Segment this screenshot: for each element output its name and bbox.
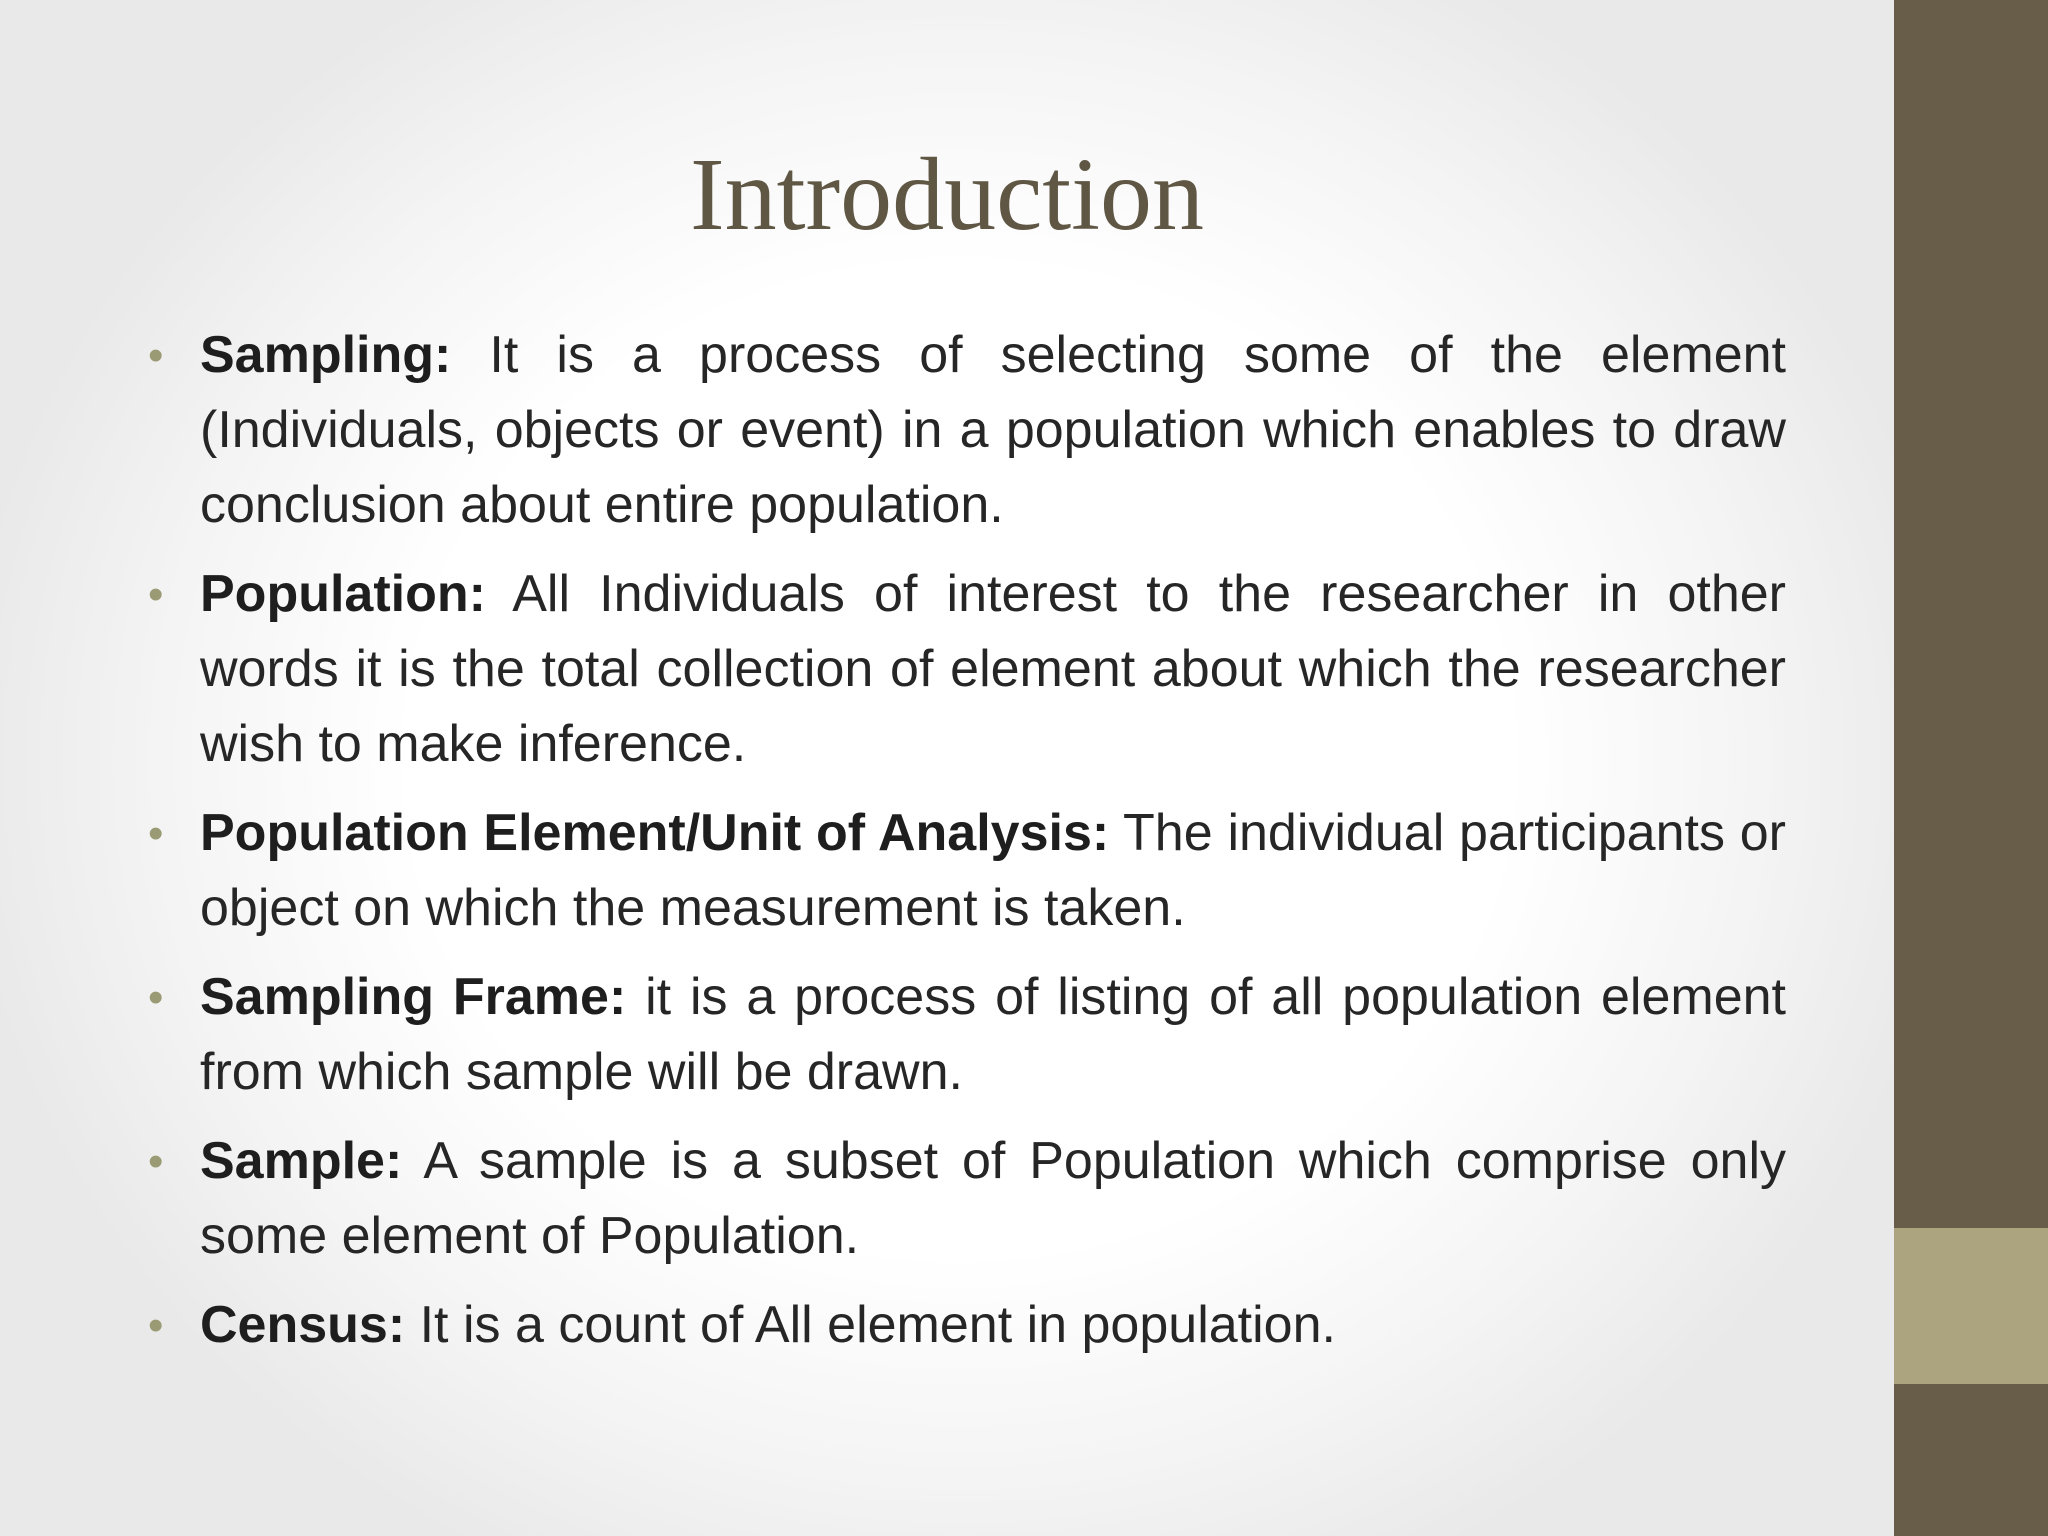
bullet-term: Sample: (200, 1132, 403, 1190)
bullet-dot-icon: • (148, 570, 164, 619)
bullet-dot-icon: • (148, 1137, 164, 1186)
bullet-text: The individual participants or object on which the measurement is taken. (200, 804, 1786, 937)
bullet-dot-icon: • (148, 331, 164, 380)
bullet-term: Sampling Frame: (200, 968, 627, 1026)
bullet-item-sampling-frame (148, 960, 1787, 1110)
bullet-list (148, 318, 1787, 1377)
bullet-text: A sample is a subset of Population which comprise only some element of Population. (200, 1132, 1786, 1265)
bullet-text: All Individuals of interest to the researcher in other words it is the total collection of element about which the researcher wish to make inference. (200, 565, 1786, 773)
bullet-text: it is a process of listing of all population element from which sample will be drawn. (200, 968, 1787, 1101)
bullet-item-sampling (148, 318, 1786, 543)
side-decor-accent (1894, 1228, 2048, 1384)
bullet-dot-icon: • (148, 809, 164, 858)
bullet-text: It is a process of selecting some of the element (Individuals, objects or event) in a population which enables to draw conclusion about entire population. (200, 326, 1786, 534)
bullet-item-population-element (148, 796, 1786, 946)
bullet-dot-icon: • (148, 973, 164, 1022)
slide-title: Introduction (689, 137, 1205, 252)
bullet-dot-icon: • (148, 1301, 164, 1350)
bullet-item-census (148, 1288, 1786, 1363)
bullet-term: Sampling: (200, 326, 452, 384)
bullet-term: Population Element/Unit of Analysis: (200, 804, 1110, 862)
bullet-item-population (148, 557, 1786, 782)
bullet-text: It is a count of All element in population. (405, 1296, 1336, 1354)
bullet-item-sample (148, 1124, 1786, 1274)
bullet-term: Census: (200, 1296, 406, 1354)
bullet-term: Population: (200, 565, 486, 623)
